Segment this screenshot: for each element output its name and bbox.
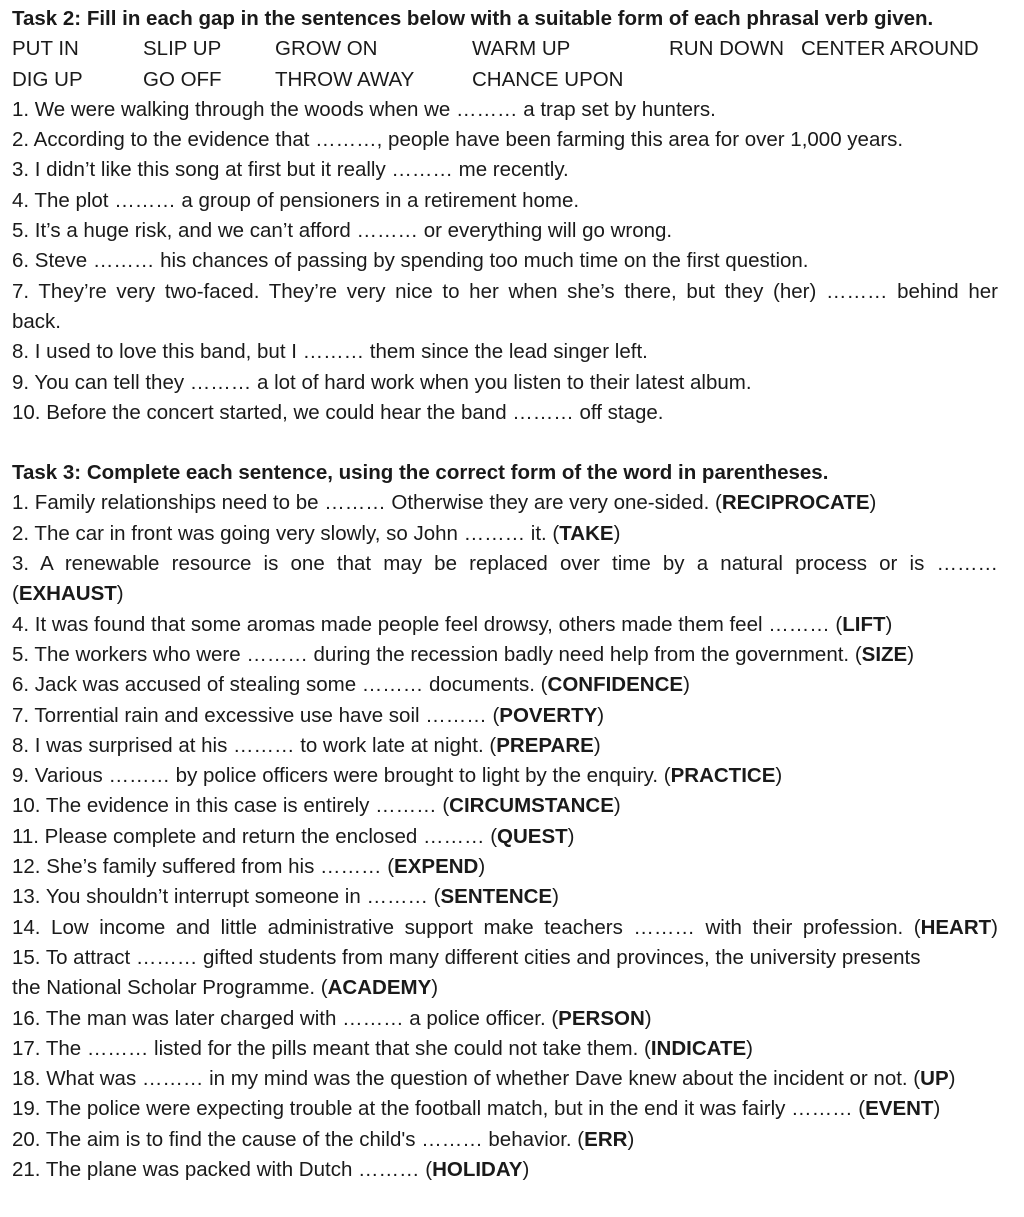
task3-item — [12, 1094, 1012, 1124]
root-word: CIRCUMSTANCE — [449, 794, 614, 818]
task3-item-text: 15. To attract ……… gifted students from many different cities and provinces, the university presents — [12, 945, 921, 969]
closing-paren: ) — [683, 673, 690, 697]
task2-item: 1. We were walking through the woods when we ……… a trap set by hunters. — [12, 97, 716, 121]
task3-item — [12, 882, 1012, 912]
task3-item-text: 3. A renewable resource is one that may be replaced over time by a natural process or is ……… — [12, 552, 998, 576]
verb-list-row-2 — [12, 65, 1012, 95]
verb-item: SLIP UP — [143, 37, 222, 61]
root-word: PERSON — [558, 1006, 645, 1030]
closing-paren: ) — [522, 1157, 530, 1181]
task3-item-text: 20. The aim is to find the cause of the child's ……… behavior. ( — [12, 1127, 585, 1151]
task3-item — [12, 731, 1012, 761]
closing-paren: ) — [869, 491, 877, 515]
root-word: HEART — [920, 915, 992, 939]
verb-item: DIG UP — [12, 67, 83, 91]
root-word: SENTENCE — [440, 885, 553, 909]
task3-item-text: 19. The police were expecting trouble at the football match, but in the end it was fairly ……… ( — [12, 1097, 866, 1121]
root-word: EVENT — [865, 1097, 934, 1121]
closing-paren: ) — [478, 855, 486, 879]
closing-paren: ) — [552, 885, 559, 909]
task3-item-text: 1. Family relationships need to be ……… Otherwise they are very one-sided. ( — [12, 491, 722, 515]
task3-item — [12, 519, 1012, 549]
root-word: INDICATE — [650, 1036, 747, 1060]
task3-item — [12, 973, 1012, 1003]
task3-item — [12, 488, 1012, 518]
closing-paren: ) — [775, 764, 783, 788]
closing-paren: ) — [907, 642, 915, 666]
closing-paren: ) — [644, 1006, 652, 1030]
verb-item: CENTER AROUND — [801, 37, 979, 61]
verb-item: PUT IN — [12, 37, 79, 61]
closing-paren: ) — [933, 1097, 941, 1121]
task3-item — [12, 670, 1012, 700]
task3-item-text: 9. Various ……… by police officers were brought to light by the enquiry. ( — [12, 764, 671, 788]
task3-item — [12, 579, 1012, 609]
task2-item: 2. According to the evidence that ………, people have been farming this area for over 1,000 years. — [12, 128, 904, 152]
verb-item: GROW ON — [275, 37, 378, 61]
task2-item-continuation: back. — [12, 309, 61, 333]
task3-item-text: 6. Jack was accused of stealing some ……… documents. ( — [12, 673, 548, 697]
task3-item — [12, 549, 998, 579]
root-word: PRACTICE — [670, 764, 776, 788]
closing-paren: ) — [431, 976, 439, 1000]
task3-heading: Task 3: Complete each sentence, using the correct form of the word in parentheses. — [12, 461, 829, 485]
root-word: UP — [920, 1067, 949, 1091]
root-word: CONFIDENCE — [547, 673, 684, 697]
task3-item — [12, 1125, 1012, 1155]
closing-paren: ) — [627, 1127, 635, 1151]
task2-item: 6. Steve ……… his chances of passing by spending too much time on the first question. — [12, 249, 809, 273]
verb-item: CHANCE UPON — [472, 67, 624, 91]
task3-item — [12, 822, 1012, 852]
root-word: EXHAUST — [18, 582, 117, 606]
closing-paren: ) — [746, 1036, 753, 1060]
task3-item-text: 12. She’s family suffered from his ……… ( — [12, 855, 395, 879]
task3-item — [12, 701, 1012, 731]
task3-item — [12, 913, 998, 943]
task3-item-text: 2. The car in front was going very slowly, so John ……… it. ( — [12, 521, 560, 545]
task3-item-text: 18. What was ……… in my mind was the question of whether Dave knew about the incident or not. ( — [12, 1067, 921, 1091]
root-word: LIFT — [842, 612, 886, 636]
root-word: RECIPROCATE — [721, 491, 870, 515]
task3-item-text: 4. It was found that some aromas made people feel drowsy, others made them feel ……… ( — [12, 612, 843, 636]
task3-item — [12, 1034, 1012, 1064]
verb-list-row-1 — [12, 34, 1012, 64]
root-word: HOLIDAY — [432, 1157, 523, 1181]
section-spacer — [12, 428, 1012, 458]
task3-item-text: 14. Low income and little administrative support make teachers ……… with their profession. ( — [12, 915, 921, 939]
task3-item-text: the National Scholar Programme. ( — [12, 976, 328, 1000]
task3-item-text: 8. I was surprised at his ……… to work late at night. ( — [12, 733, 497, 757]
closing-paren: ) — [613, 794, 621, 818]
root-word: EXPEND — [394, 855, 479, 879]
task3-item-text: ( — [12, 582, 19, 606]
task3-item — [12, 852, 1012, 882]
closing-paren: ) — [885, 612, 893, 636]
task3-item — [12, 1155, 1012, 1185]
root-word: QUEST — [497, 824, 568, 848]
closing-paren: ) — [991, 915, 998, 939]
task3-list — [12, 488, 1012, 1185]
task2-item: 9. You can tell they ……… a lot of hard work when you listen to their latest album. — [12, 370, 752, 394]
task2-item: 3. I didn’t like this song at first but it really ……… me recently. — [12, 158, 569, 182]
task3-item-text: 11. Please complete and return the enclosed ……… ( — [12, 824, 498, 848]
verb-item: GO OFF — [143, 67, 222, 91]
task2-item: 4. The plot ……… a group of pensioners in a retirement home. — [12, 188, 580, 212]
closing-paren: ) — [567, 824, 575, 848]
closing-paren: ) — [597, 703, 605, 727]
task3-item — [12, 761, 1012, 791]
task2-item: 7. They’re very two-faced. They’re very nice to her when she’s there, but they (her) ……… behind her — [12, 279, 998, 303]
closing-paren: ) — [613, 521, 621, 545]
root-word: ERR — [584, 1127, 628, 1151]
task3-item-text: 13. You shouldn’t interrupt someone in ……… ( — [12, 885, 441, 909]
task2-item: 8. I used to love this band, but I ……… them since the lead singer left. — [12, 340, 648, 364]
task3-item-text: 10. The evidence in this case is entirely ……… ( — [12, 794, 450, 818]
task3-item-text: 7. Torrential rain and excessive use have soil ……… ( — [12, 703, 500, 727]
task2-item: 10. Before the concert started, we could hear the band ……… off stage. — [12, 400, 664, 424]
root-word: TAKE — [559, 521, 614, 545]
task3-item-text: 17. The ……… listed for the pills meant that she could not take them. ( — [12, 1036, 651, 1060]
task3-item — [12, 610, 1012, 640]
verb-item: THROW AWAY — [275, 67, 415, 91]
task3-item — [12, 1064, 1012, 1094]
task3-item — [12, 791, 1012, 821]
task3-item — [12, 640, 1012, 670]
task3-item-text: 16. The man was later charged with ……… a police officer. ( — [12, 1006, 559, 1030]
task3-item-text: 5. The workers who were ……… during the recession badly need help from the government. ( — [12, 642, 862, 666]
task3-item — [12, 943, 1012, 973]
closing-paren: ) — [116, 582, 124, 606]
task2-item: 5. It’s a huge risk, and we can’t afford ……… or everything will go wrong. — [12, 219, 673, 243]
closing-paren: ) — [948, 1067, 956, 1091]
closing-paren: ) — [593, 733, 601, 757]
root-word: SIZE — [861, 642, 908, 666]
task3-item — [12, 1004, 1012, 1034]
root-word: PREPARE — [496, 733, 594, 757]
root-word: POVERTY — [499, 703, 598, 727]
task3-item-text: 21. The plane was packed with Dutch ……… ( — [12, 1157, 433, 1181]
verb-item: RUN DOWN — [669, 37, 785, 61]
verb-item: WARM UP — [472, 37, 571, 61]
root-word: ACADEMY — [327, 976, 432, 1000]
task2-heading: Task 2: Fill in each gap in the sentences below with a suitable form of each phrasal verb given. — [12, 7, 934, 30]
